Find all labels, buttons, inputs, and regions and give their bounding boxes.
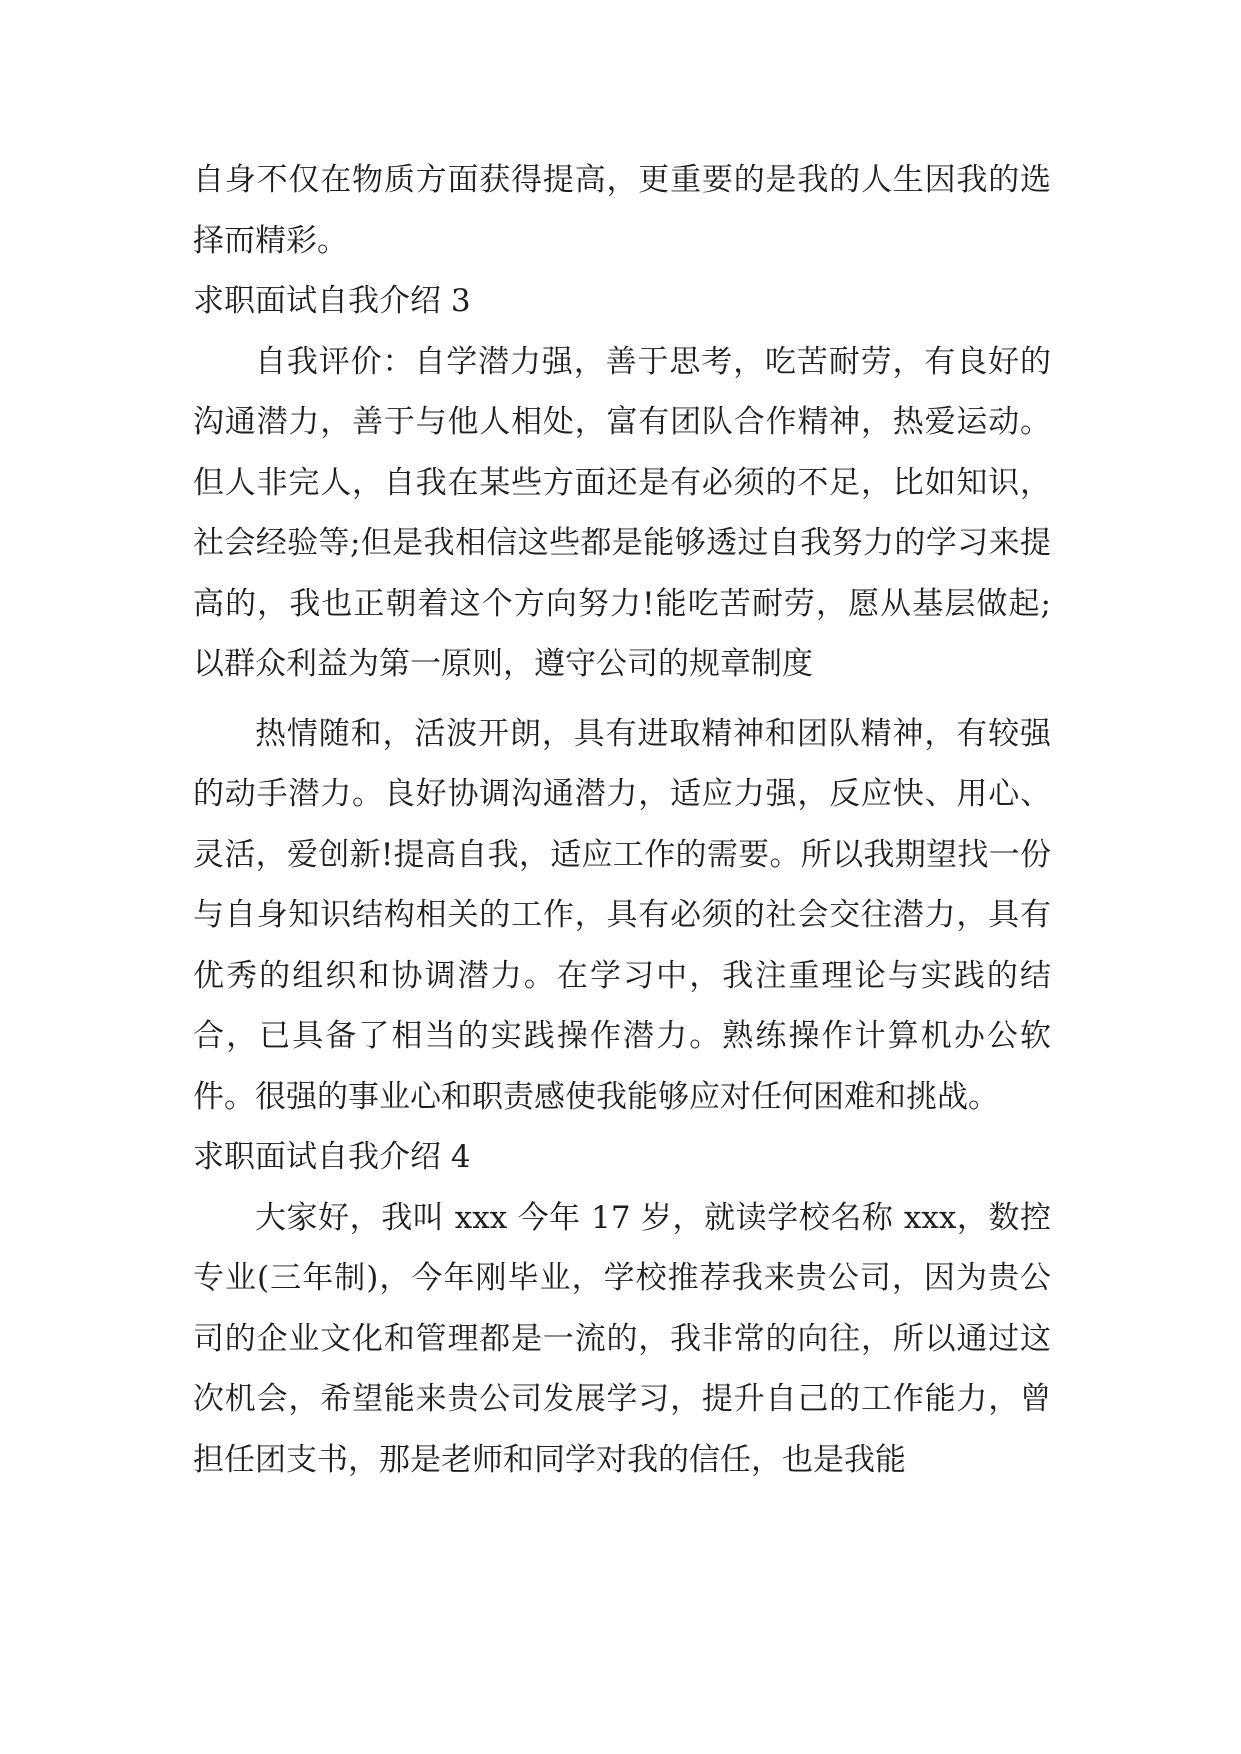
document-page — [193, 150, 1051, 1490]
section-heading-3: 求职面试自我介绍 3 — [193, 283, 471, 319]
paragraph-personality: 热情随和，活波开朗，具有进取精神和团队精神，有较强的动手潜力。良好协调沟通潜力，适应力强，反应快、用心、灵活，爱创新!提高自我，适应工作的需要。所以我期望找一份与自身知识结构相关的工作，具有必须的社会交往潜力，具有优秀的组织和协调潜力。在学习中，我注重理论与实践的结合，已具备了相当的实践操作潜力。熟练操作计算机办公软件。很强的事业心和职责感使我能够应对任何困难和挑战。 — [193, 715, 1051, 1115]
paragraph-self-evaluation: 自我评价：自学潜力强，善于思考，吃苦耐劳，有良好的沟通潜力，善于与他人相处，富有团队合作精神，热爱运动。但人非完人，自我在某些方面还是有必须的不足，比如知识，社会经验等;但是我相信这些都是能够透过自我努力的学习来提高的，我也正朝着这个方向努力!能吃苦耐劳，愿从基层做起;以群众利益为第一原则，遵守公司的规章制度 — [193, 343, 1051, 682]
section-heading-4: 求职面试自我介绍 4 — [193, 1139, 471, 1175]
paragraph-gap — [193, 695, 1051, 704]
paragraph-introduction: 大家好，我叫 xxx 今年 17 岁，就读学校名称 xxx，数控专业(三年制)，今年刚毕业，学校推荐我来贵公司，因为贵公司的企业文化和管理都是一流的，我非常的向往，所以通过这次机会，希望能来贵公司发展学习，提升自己的工作能力，曾担任团支书，那是老师和同学对我的信任，也是我能 — [193, 1199, 1051, 1478]
paragraph-continuation: 自身不仅在物质方面获得提高，更重要的是我的人生因我的选择而精彩。 — [193, 162, 1051, 259]
